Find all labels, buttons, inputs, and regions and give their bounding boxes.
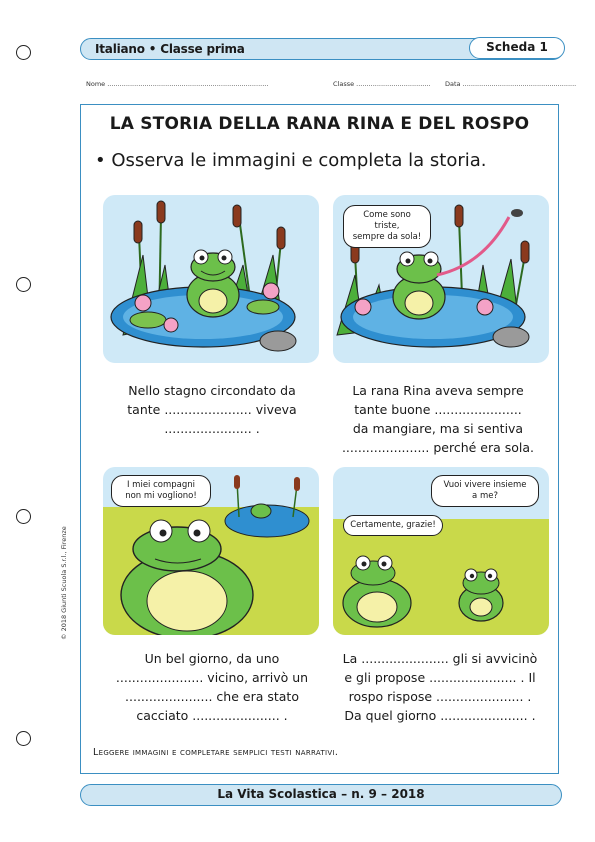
binder-hole-3 — [16, 509, 31, 524]
footer-bar: La Vita Scolastica – n. 9 – 2018 — [80, 784, 562, 806]
panel-3-speech-bubble: I miei compagni non mi vogliono! — [111, 475, 211, 507]
date-field[interactable]: Data ....................................................... — [445, 80, 577, 88]
panel-4-speech-bubble-2: Certamente, grazie! — [343, 515, 443, 536]
binder-hole-4 — [16, 731, 31, 746]
panel-1-illustration — [103, 195, 319, 363]
header-bar — [80, 38, 564, 60]
binder-hole-2 — [16, 277, 31, 292]
panel-3-caption: Un bel giorno, da uno ...................... vicino, arrivò un ...................... che era stato cacciato ...................... . — [115, 651, 309, 723]
panel-4-speech-bubble-1: Vuoi vivere insieme a me? — [431, 475, 539, 507]
panel-2-speech-bubble: Come sono triste, sempre da sola! — [343, 205, 431, 248]
worksheet-frame — [80, 104, 559, 774]
learning-goal: Leggere immagini e completare semplici testi narrativi. — [93, 747, 339, 758]
sheet-number: Scheda 1 — [469, 37, 565, 59]
class-field[interactable]: Classe .................................... — [333, 80, 431, 88]
panel-1-caption: Nello stagno circondato da tante ...................... viveva ...................... . — [127, 383, 297, 436]
copyright-note: © 2018 Giunti Scuola S.r.l., Firenze — [60, 526, 68, 640]
subject-label: Italiano • Classe prima — [95, 42, 245, 56]
instruction-text: • Osserva le immagini e completa la storia. — [95, 150, 487, 171]
page-title: LA STORIA DELLA RANA RINA E DEL ROSPO — [109, 114, 530, 134]
panel-4-caption: La ...................... gli si avvicinò e gli propose ...................... . Il rospo rispose ...................... . Da quel giorno ...................... . — [342, 651, 538, 723]
binder-hole-1 — [16, 45, 31, 60]
panel-2-caption: La rana Rina aveva sempre tante buone ...................... da mangiare, ma si sentiva ...................... perché era sola. — [341, 383, 535, 455]
name-field[interactable]: Nome .............................................................................. — [86, 80, 269, 88]
